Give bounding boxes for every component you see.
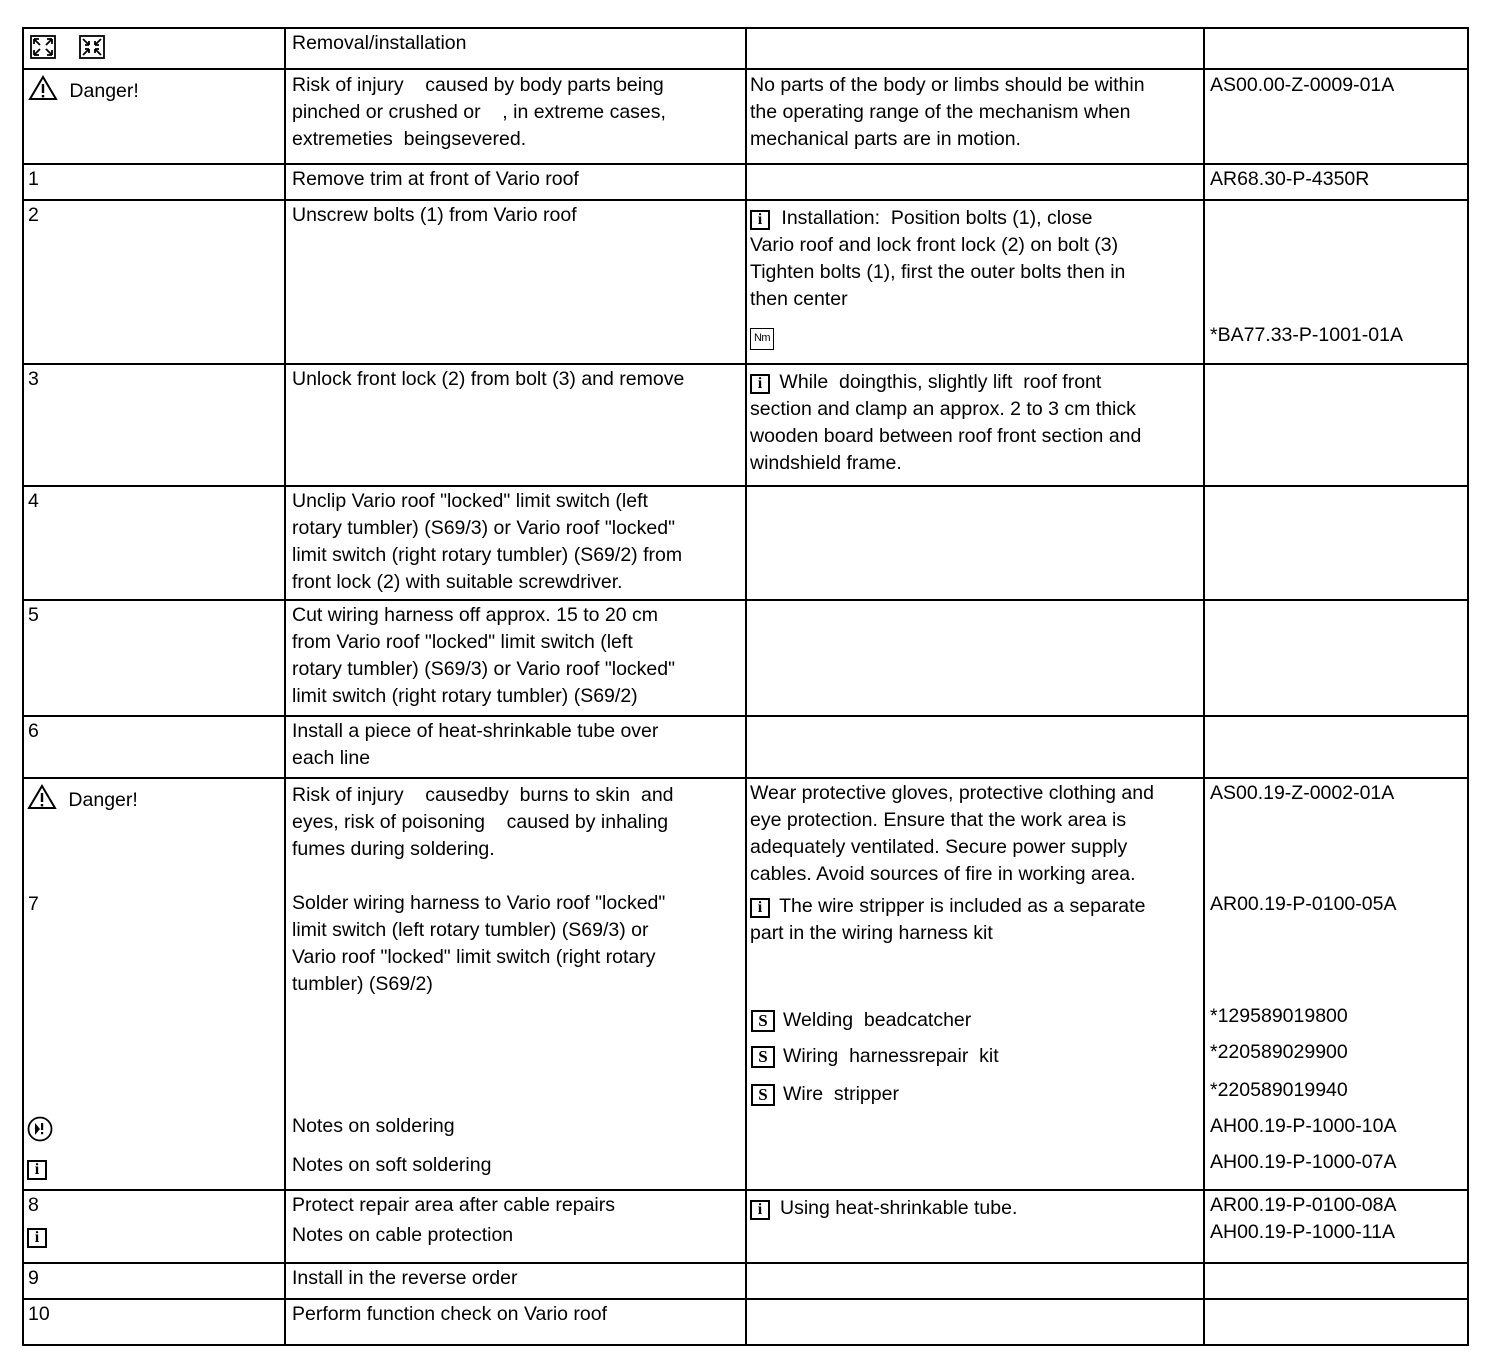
tool-name: Welding beadcatcher — [783, 1009, 972, 1031]
step-number: 8 — [28, 1194, 39, 1216]
info-box-icon: i — [27, 1160, 47, 1180]
step-text: Notes on soft soldering — [292, 1154, 492, 1176]
tool-name: Wire stripper — [783, 1083, 899, 1105]
step-text: Remove trim at front of Vario roof — [292, 168, 579, 190]
reference-cell — [1204, 1190, 1468, 1263]
note-cell — [746, 1263, 1204, 1299]
reference-cell — [1204, 164, 1468, 200]
table-row — [23, 364, 1468, 486]
step-number: 3 — [28, 368, 39, 390]
note-text: eye protection. Ensure that the work area is — [750, 809, 1127, 831]
danger-label: Danger! — [69, 80, 139, 103]
part-number: *220589019940 — [1210, 1079, 1348, 1101]
table-row — [23, 28, 1468, 69]
special-tool-icon: S — [751, 1084, 775, 1106]
warning-triangle-icon — [28, 75, 58, 109]
step-text-cell — [285, 1263, 746, 1299]
note-text: Vario roof and lock front lock (2) on bolt (3) — [750, 234, 1119, 256]
step-text: Notes on cable protection — [292, 1224, 514, 1246]
step-text: from Vario roof "locked" limit switch (left — [292, 631, 633, 653]
step-text: Removal/installation — [292, 32, 467, 54]
table-row — [23, 1299, 1468, 1345]
table-row — [23, 200, 1468, 364]
reference-link[interactable]: AH00.19-P-1000-10A — [1210, 1115, 1397, 1137]
step-text: Protect repair area after cable repairs — [292, 1194, 615, 1216]
step-text: Notes on soldering — [292, 1115, 455, 1137]
info-box-icon: i — [750, 898, 770, 918]
part-number: *220589029900 — [1210, 1041, 1348, 1063]
note-cell — [746, 164, 1204, 200]
note-text: Tighten bolts (1), first the outer bolts then in — [750, 261, 1126, 283]
reference-link[interactable]: AR00.19-P-0100-05A — [1210, 893, 1397, 915]
warning-triangle-icon — [27, 784, 57, 818]
reference-cell — [1204, 364, 1468, 486]
note-text: While doingthis, slightly lift roof front — [774, 371, 1102, 393]
table-row — [23, 1190, 1468, 1263]
step-number-cell — [23, 200, 285, 364]
reference-link[interactable]: AR00.19-P-0100-08A — [1210, 1194, 1397, 1216]
info-box-icon: i — [27, 1228, 47, 1248]
step-number: 5 — [28, 604, 39, 626]
step-number: 4 — [28, 490, 39, 512]
step-number: 2 — [28, 204, 39, 226]
step-text: Solder wiring harness to Vario roof "locked" — [292, 892, 666, 914]
step-number-cell — [23, 600, 285, 716]
tool-name: Wiring harnessrepair kit — [783, 1045, 999, 1067]
note-text: section and clamp an approx. 2 to 3 cm thick — [750, 398, 1136, 420]
note-text: The wire stripper is included as a separate — [774, 895, 1146, 917]
note-text: Wear protective gloves, protective clothing and — [750, 782, 1154, 804]
reference-link[interactable]: AS00.00-Z-0009-01A — [1210, 74, 1395, 96]
step-text: rotary tumbler) (S69/3) or Vario roof "locked" — [292, 658, 676, 680]
step-text: pinched or crushed or , in extreme cases, — [292, 101, 666, 123]
note-cell — [746, 486, 1204, 600]
note-text: windshield frame. — [750, 452, 902, 474]
note-text: Installation: Position bolts (1), close — [776, 207, 1093, 229]
step-text: Perform function check on Vario roof — [292, 1303, 608, 1325]
note-cell — [746, 716, 1204, 778]
info-box-icon: i — [750, 1200, 770, 1220]
info-box-icon: i — [750, 374, 770, 394]
step-text-cell — [285, 200, 746, 364]
step-text-cell — [285, 1190, 746, 1263]
note-text: cables. Avoid sources of fire in working area. — [750, 863, 1136, 885]
step-number-cell — [23, 364, 285, 486]
step-text: tumbler) (S69/2) — [292, 973, 433, 995]
reference-cell — [1204, 69, 1468, 164]
note-cell — [746, 778, 1204, 1190]
note-text: No parts of the body or limbs should be within — [750, 74, 1145, 96]
step-text: limit switch (left rotary tumbler) (S69/3) or — [292, 919, 649, 941]
step-number: 1 — [28, 168, 39, 190]
note-cell — [746, 69, 1204, 164]
step-text: rotary tumbler) (S69/3) or Vario roof "locked" — [292, 517, 676, 539]
step-number-cell — [23, 1299, 285, 1345]
reference-cell — [1204, 600, 1468, 716]
step-number-cell — [23, 486, 285, 600]
special-tool-icon: S — [751, 1046, 775, 1068]
reference-cell — [1204, 716, 1468, 778]
note-text: part in the wiring harness kit — [750, 922, 993, 944]
step-text: extremeties beingsevered. — [292, 128, 527, 150]
step-text-cell — [285, 364, 746, 486]
table-row — [23, 164, 1468, 200]
note-text: Using heat-shrinkable tube. — [780, 1197, 1018, 1219]
step-text-cell — [285, 28, 746, 69]
step-text-cell — [285, 600, 746, 716]
step-text-cell — [285, 164, 746, 200]
table-row — [23, 69, 1468, 164]
step-text: Unscrew bolts (1) from Vario roof — [292, 204, 577, 226]
step-text: Cut wiring harness off approx. 15 to 20 cm — [292, 604, 658, 626]
reference-link[interactable]: *BA77.33-P-1001-01A — [1210, 324, 1403, 346]
table-row — [23, 778, 1468, 1190]
note-text: adequately ventilated. Secure power supply — [750, 836, 1128, 858]
step-number-cell — [23, 716, 285, 778]
reference-cell — [1204, 1299, 1468, 1345]
note-cell — [746, 364, 1204, 486]
info-box-icon: i — [750, 210, 770, 230]
note-cell — [746, 28, 1204, 69]
repair-procedure-table — [22, 27, 1469, 1346]
step-number-cell — [23, 1190, 285, 1263]
step-text: each line — [292, 747, 371, 769]
reference-cell — [1204, 28, 1468, 69]
note-text: the operating range of the mechanism when — [750, 101, 1131, 123]
table-row — [23, 1263, 1468, 1299]
table-row — [23, 486, 1468, 600]
special-tool-icon: S — [751, 1010, 775, 1032]
step-text-cell — [285, 716, 746, 778]
reference-link[interactable]: AR68.30-P-4350R — [1210, 168, 1370, 190]
step-number: 7 — [28, 893, 39, 915]
reference-link[interactable]: AS00.19-Z-0002-01A — [1210, 782, 1395, 804]
step-number: 6 — [28, 720, 39, 742]
reference-cell — [1204, 1263, 1468, 1299]
reference-cell — [1204, 200, 1468, 364]
danger-label: Danger! — [68, 789, 138, 812]
step-text-cell — [285, 778, 746, 1190]
note-cell — [746, 1190, 1204, 1263]
table-row — [23, 716, 1468, 778]
reference-cell — [1204, 486, 1468, 600]
nm-torque-icon: Nm — [750, 328, 774, 350]
danger-cell — [23, 69, 285, 164]
step-text: Install a piece of heat-shrinkable tube over — [292, 720, 659, 742]
step-text: limit switch (right rotary tumbler) (S69/2) from — [292, 544, 683, 566]
danger-cell — [23, 778, 285, 1190]
note-text: wooden board between roof front section and — [750, 425, 1142, 447]
reference-cell — [1204, 778, 1468, 1190]
note-text: mechanical parts are in motion. — [750, 128, 1021, 150]
part-number: *129589019800 — [1210, 1005, 1348, 1027]
step-text: Install in the reverse order — [292, 1267, 518, 1289]
step-text: Risk of injury causedby burns to skin and — [292, 784, 674, 806]
step-text: Unclip Vario roof "locked" limit switch (left — [292, 490, 648, 512]
reference-link[interactable]: AH00.19-P-1000-11A — [1210, 1221, 1396, 1243]
note-text: then center — [750, 288, 848, 310]
step-text: Risk of injury caused by body parts being — [292, 74, 664, 96]
table-row — [23, 600, 1468, 716]
step-text: eyes, risk of poisoning caused by inhaling — [292, 811, 669, 833]
circle-arrow-icon — [26, 1115, 54, 1151]
step-text: fumes during soldering. — [292, 838, 495, 860]
step-text: front lock (2) with suitable screwdriver. — [292, 571, 623, 593]
expand-arrows-icon — [30, 35, 56, 67]
collapse-arrows-icon — [79, 35, 105, 67]
icon-cell — [23, 28, 285, 69]
step-number: 9 — [28, 1267, 39, 1289]
step-text-cell — [285, 69, 746, 164]
step-text: Vario roof "locked" limit switch (right rotary — [292, 946, 656, 968]
step-text-cell — [285, 486, 746, 600]
step-text-cell — [285, 1299, 746, 1345]
step-number-cell — [23, 164, 285, 200]
step-text: limit switch (right rotary tumbler) (S69/2) — [292, 685, 638, 707]
step-number-cell — [23, 1263, 285, 1299]
note-cell — [746, 600, 1204, 716]
note-cell — [746, 1299, 1204, 1345]
step-text: Unlock front lock (2) from bolt (3) and remove — [292, 368, 685, 390]
step-number: 10 — [28, 1303, 50, 1325]
note-cell — [746, 200, 1204, 364]
reference-link[interactable]: AH00.19-P-1000-07A — [1210, 1151, 1397, 1173]
